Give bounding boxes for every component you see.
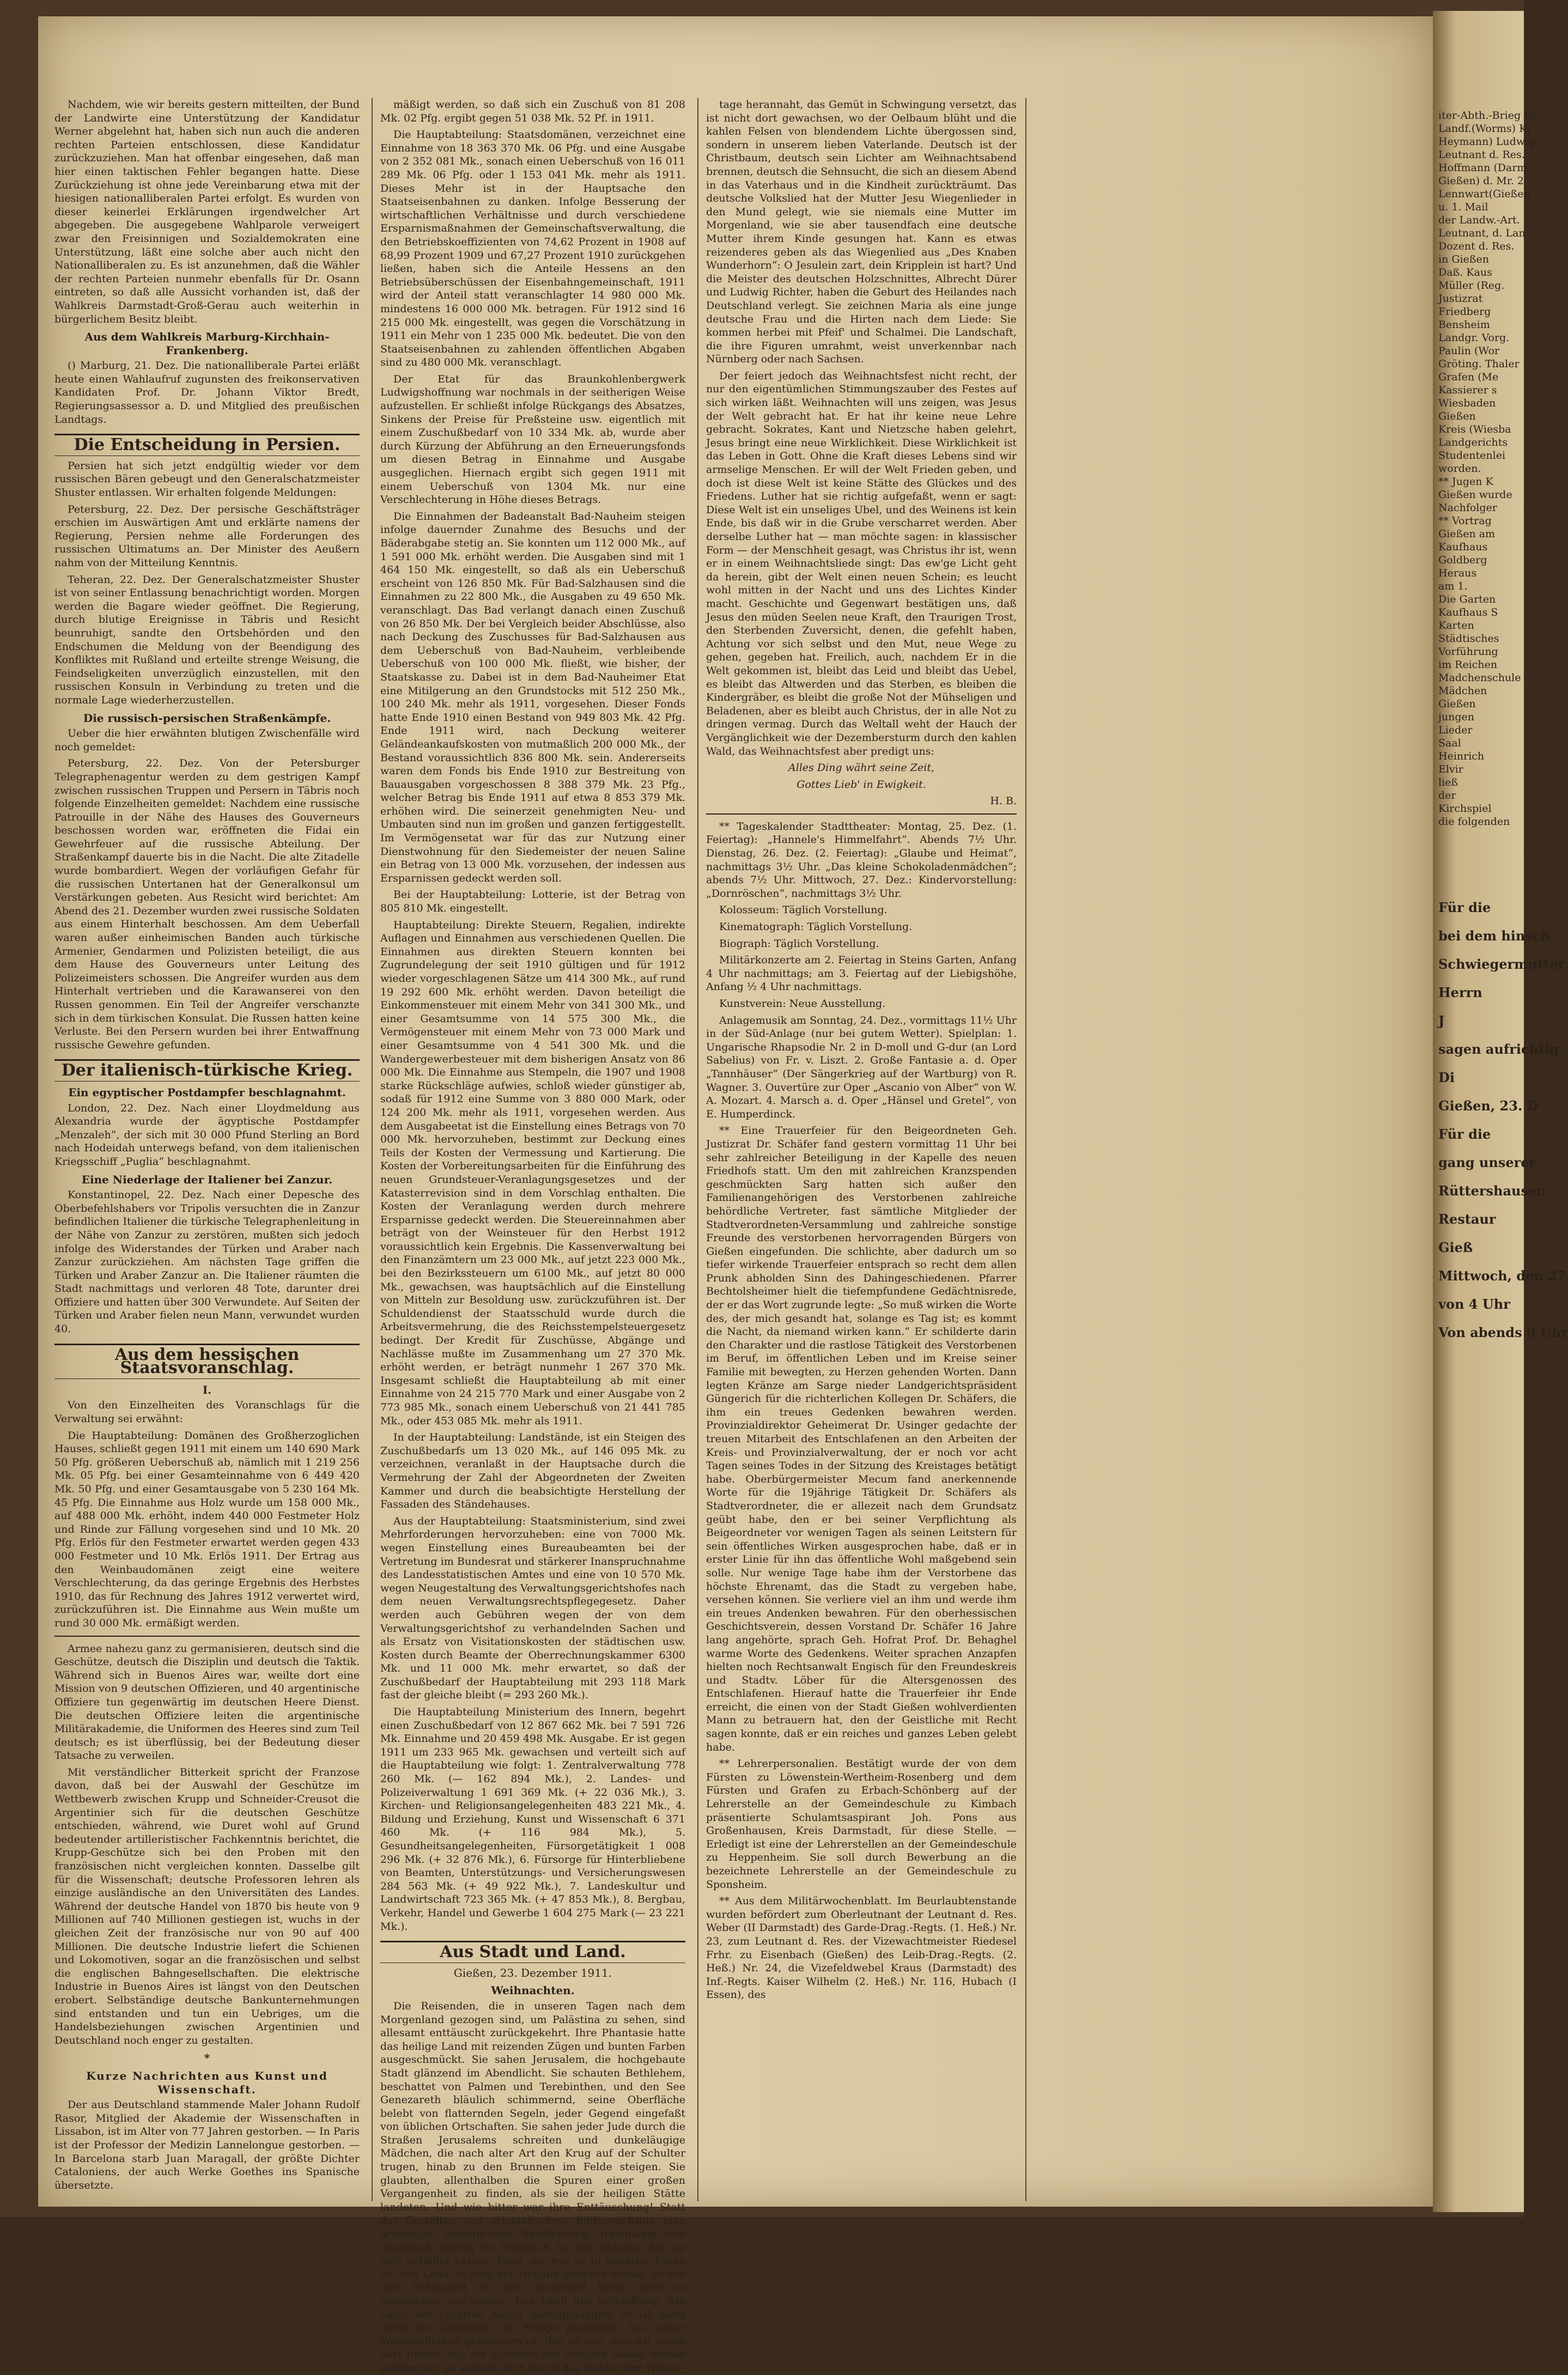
- fragment-line: am 1.: [1438, 580, 1468, 592]
- fragment-line: Gießen wurde: [1438, 489, 1512, 501]
- fragment-ad-line: von 4 Uhr: [1438, 1296, 1510, 1312]
- fragment-line: Gießen) d. Mr. 2: [1438, 175, 1524, 187]
- fragment-line: Lennwart(Gießen: [1438, 188, 1530, 200]
- poem-line: Alles Ding währt seine Zeit,: [788, 762, 935, 774]
- article-paragraph: Persien hat sich jetzt endgültig wieder vor dem russischen Bären gebeugt und den Generalschatzmeister Shuster entlassen. Wir erhalten folgende Meldungen:: [54, 459, 360, 499]
- fragment-line: Justizrat: [1438, 293, 1483, 305]
- fragment-line: Kaufhaus S: [1438, 606, 1498, 618]
- article-paragraph: ** Lehrerpersonalien. Bestätigt wurde der von dem Fürsten zu Löwenstein-Wertheim-Rosenberg und dem Fürsten und Grafen zu Erbach-Schönberg auf der Lehrerstelle an der Gemeindeschule zu Kimbach präsentierte Schulamtsaspirant Joh. Pons aus Großenhausen, Kreis Darmstadt, für diese Stelle. — Erledigt ist eine der Lehrerstellen an der Gemeindeschule zu Heppenheim. Sie soll durch Bewerbung an die bezeichnete Lehrerstelle an der Gemeindeschule zu Sponsheim.: [706, 1758, 1017, 1891]
- calendar-paragraph: Kunstverein: Neue Ausstellung.: [719, 998, 886, 1010]
- fragment-ad-line: Von abends 9 Uhr: [1438, 1325, 1568, 1340]
- headline-local: Aus Stadt und Land.: [380, 1941, 685, 1963]
- article-paragraph: Konstantinopel, 22. Dez. Nach einer Depesche des Oberbefehlshabers vor Tripolis versuchten die in Zanzur befindlichen Italiener die türkische Telegraphenleitung in der Nähe von Zanzur zu zerstören, mußten sich jedoch infolge des Widerstandes der Türken und Araber nach Zanzur zurückziehen. Am nächsten Tage griffen die Türken und Araber Zanzur an. Die Italiener räumten die Stadt nachmittags und verloren 48 Tote, darunter drei Offiziere und hatten über 300 Verwundete. Auf Seiten der Türken und Araber fielen neun Mann, verwundet wurden 40.: [54, 1189, 360, 1335]
- calendar-paragraph: Kinematograph: Täglich Vorstellung.: [719, 921, 913, 933]
- fragment-line: Leutnant, d. Lan: [1438, 227, 1526, 239]
- asterisk-separator: *: [204, 2051, 210, 2065]
- article-paragraph: ** Eine Trauerfeier für den Beigeordneten Geh. Justizrat Dr. Schäfer fand gestern vormittag 11 Uhr bei sehr zahlreicher Beteiligung in der Kapelle des neuen Friedhofs statt. Um den mit zahlreichen Kranzspenden geschmückten Sarg hatten sich außer den Familienangehörigen des Verstorbenen zahlreiche behördliche Vertreter, fast sämtliche Mitglieder der Stadtverordneten-Versammlung und zahlreiche sonstige Freunde des verstorbenen hervorragenden Bürgers von Gießen eingefunden. Die schlichte, aber dadurch um so tiefer wirkende Trauerfeier entsprach so recht dem allen Prunk abholden Sinn des Dahingeschiedenen. Pfarrer Bechtolsheimer hielt die tiefempfundene Gedächtnisrede, der er das Wort zugrunde legte: „So muß wirken die Worte des, der mich gesandt hat, solange es Tag ist; es kommt die Nacht, da niemand wirken kann.“ Er schilderte darin den Charakter und die rastlose Tätigkeit des Verstorbenen im Beruf, im öffentlichen Leben und im Kreise seiner Familie mit bewegten, zu Herzen gehenden Worten. Dann legten Kränze am Sarge nieder Landgerichtspräsident Güngerich für die richterlichen Kollegen Dr. Schäfers, die ihm ein treues Gedenken bewahren werden. Provinzialdirektor Geheimerat Dr. Usinger gedachte der treuen Mitarbeit des Entschlafenen an den Arbeiten der Kreis- und Provinzialverwaltung, der er noch vor acht Tagen seines Todes in der Sitzung des Kreistages betätigt habe. Oberbürgermeister Mecum fand anerkennende Worte für die 19jährige Tätigkeit Dr. Schäfers als Stadtverordneter, die er allezeit nach dem Grundsatz geübt habe, den er bei seiner Verpflichtung als Beigeordneter vor wenigen Tagen als seinen Leitstern für sein öffentliches Wirken ausgesprochen habe, daß er in erster Linie für ihn das öffentliche Wohl maßgebend sein solle. Nur wenige Tage habe ihm der Verstorbene das höchste Ehrenamt, das die Stadt zu vergeben habe, versehen können. Sie verliere viel an ihm und werde ihm ein treues Andenken bewahren. Für den oberhessischen Geschichtsverein, dessen Vorstand Dr. Schäfer 16 Jahre lang angehörte, sprach Geh. Hofrat Prof. Dr. Behaghel warme Worte des Gedenkens. Weiter sprachen Anzapfen hielten noch Rechtsanwalt Engisch für den Freundeskreis und Stadtv. Löber für die Altersgenossen des Entschlafenen. Hierauf hatte die Trauerfeier ihr Ende erreicht, die einen von der Stadt Gießen wohlverdienten Mann zu betrauern hat, den der Geistliche mit Recht sagen konnte, daß er ein reiches und ganzes Leben gelebt habe.: [706, 1125, 1017, 1753]
- fragment-ad-line: sagen aufrichtig: [1438, 1041, 1559, 1057]
- article-paragraph: Der feiert jedoch das Weihnachtsfest nicht recht, der nur den eigentümlichen Stimmungszauber des Festes auf sich wirken läßt. Weihnachten will uns zeigen, was Jesus der Welt gebracht hat. Er hat ihr keine neue Lehre gebracht. Sokrates, Kant und Nietzsche haben gelehrt, Jesus bringt eine neue Wirklichkeit. Diese Wirklichkeit ist das Leben in Gott. Ohne die Kraft dieses Lebens sind wir armselige Menschen. Er will der Welt Frieden geben, und doch ist diese Welt ist keine Stätte des Glückes und des Friedens. Luther hat sie richtig aufgefaßt, wenn er sagt: Diese Welt ist ein unseliges Ubel, und des Weinens ist kein Ende, bis daß wir in die Grube verscharret werden. Aber derselbe Luther hat — man möchte sagen: in klassischer Form — der Menschheit gesagt, was Christus ihr ist, wenn er in einem Weihnachtsliede singt: Das ew'ge Licht geht da herein, gibt der Welt einen neuen Schein; es leucht wohl mitten in der Nacht und uns des Lichtes Kinder macht. Geschichte und Gegenwart bestätigen uns, daß Jesus den müden Seelen neue Kraft, den Traurigen Trost, den Sterbenden Zuversicht, denen, die gefehlt haben, Achtung vor sich selbst und den Mut, neue Wege zu gehen, gegeben hat. Freilich, auch, nachdem Er in die Welt gekommen ist, bleibt das Leid und bleibt das Uebel, es bleibt das Altwerden und das Sterben, es bleiben die Kindergräber, es bleibt die große Not der Mühseligen und Beladenen, aber es bleibt auch Christus, der in alle Not zu dringen vermag. Durch das Weltall weht der Hauch der Vergänglichkeit wie der Dezembersturm durch den kahlen Wald, das Weihnachtsfest aber predigt uns:: [706, 369, 1017, 757]
- fragment-line: Friedberg: [1438, 306, 1491, 318]
- fragment-line: ** Jugen K: [1438, 476, 1493, 488]
- fragment-line: Heymann) Ludwig: [1438, 136, 1535, 148]
- subheading: Kurze Nachrichten aus Kunst und Wissenschaft.: [86, 2069, 328, 2096]
- column-3: [706, 98, 1017, 2201]
- column-separator: [697, 98, 698, 2201]
- fragment-line: Dozent d. Res.: [1438, 240, 1515, 252]
- calendar-paragraph: Kolosseum: Täglich Vorstellung.: [719, 904, 888, 916]
- fragment-line: Leutnant d. Res.: [1438, 149, 1525, 161]
- newspaper-page: [38, 16, 1433, 2374]
- fragment-ad-line: Für die: [1438, 1126, 1491, 1142]
- article-paragraph: Die Hauptabteilung Ministerium des Innern, begehrt einen Zuschußbedarf von 12 867 662 Mk. bei 7 591 726 Mk. Einnahme und 20 459 498 Mk. Ausgabe. Er ist gegen 1911 um 233 965 Mk. gewachsen und verteilt sich auf die Hauptabteilung wie folgt: 1. Zentralverwaltung 778 260 Mk. (— 162 894 Mk.), 2. Landes- und Polizeiverwaltung 1 691 369 Mk. (+ 22 036 Mk.), 3. Kirchen- und Religionsangelegenheiten 483 221 Mk., 4. Bildung und Erziehung, Kunst und Wissenschaft 6 371 460 Mk. (+ 116 984 Mk.), 5. Gesundheitsangelegenheiten, Fürsorgetätigkeit 1 008 296 Mk. (+ 32 876 Mk.), 6. Fürsorge für Hinterbliebene von Beamten, Unterstützungs- und Versicherungswesen 284 563 Mk. (+ 49 922 Mk.), 7. Landeskultur und Landwirtschaft 723 365 Mk. (+ 47 853 Mk.), 8. Bergbau, Verkehr, Handel und Gewerbe 1 604 275 Mark (— 23 221 Mk.).: [380, 1706, 685, 1933]
- fragment-line: im Reichen: [1438, 659, 1498, 671]
- column-separator: [372, 98, 373, 2201]
- fragment-ad-line: Gieß: [1438, 1240, 1473, 1255]
- article-paragraph: In der Hauptabteilung: Landstände, ist ein Steigen des Zuschußbedarfs um 13 020 Mk., auf 146 095 Mk. zu verzeichnen, veranlaßt in der Hauptsache durch die Vermehrung der Zahl der Abgeordneten der Zweiten Kammer und durch die beabsichtigte Herstellung der Fassaden des Ständehauses.: [380, 1431, 685, 1511]
- adjacent-page-fragment: [1433, 11, 1568, 2212]
- fragment-line: Heraus: [1438, 567, 1477, 579]
- fragment-line: Kaufhaus: [1438, 541, 1488, 553]
- fragment-line: Die Garten: [1438, 593, 1496, 605]
- headline-persia: Die Entscheidung in Persien.: [54, 434, 360, 456]
- fragment-line: die folgenden: [1438, 816, 1510, 828]
- subheading: Ein egyptischer Postdampfer beschlagnahmt.: [68, 1085, 346, 1099]
- article-paragraph: Ueber die hier erwähnten blutigen Zwischenfälle wird noch gemeldet:: [54, 727, 360, 753]
- fragment-gap: [1438, 828, 1520, 894]
- article-paragraph: tage herannaht, das Gemüt in Schwingung versetzt, das ist nicht dort gewachsen, wo der Oelbaum blüht und die kahlen Felsen von blendendem Lichte übergossen sind, sondern in unserem lieben Vaterlande. Deutsch ist der Christbaum, deutsch sein Lichter am Weihnachtsabend brennen, deutsch die Sehnsucht, die sich an diesem Abend in das Vaterhaus und in die Kindheit zurückträumt. Das deutsche Volkslied hat der Mutter Jesu Wiegenlieder in den Mund gelegt, wie sie niemals eine Mutter im Morgenland, wie sie aber tausendfach eine deutsche Mutter ihrem Kinde gesungen hat. Kann es etwas reizenderes geben als das Wiegenlied aus „Des Knaben Wunderhorn“: O Jesulein zart, dein Kripplein ist hart? Und die Meister des deutschen Holzschnittes, Albrecht Dürer und Ludwig Richter, haben die Geburt des Heilandes nach Deutschland verlegt. Sie zeichnen Maria als eine junge deutsche Frau und die Hirten nach dem Liede: Sie kommen herbei mit Pfeif' und Schalmei. Die Landschaft, die ihre Figuren umrahmt, weist unverkennbar nach Nürnberg oder nach Sachsen.: [706, 99, 1017, 366]
- divider: [54, 1636, 360, 1637]
- calendar-paragraph: Militärkonzerte am 2. Feiertag in Steins Garten, Anfang 4 Uhr nachmittags; am 3. Feiertag auf der Liebigshöhe, Anfang ½ 4 Uhr nachmittags.: [706, 954, 1017, 993]
- article-paragraph: London, 22. Dez. Nach einer Lloydmeldung aus Alexandria wurde der ägyptische Postdampfer „Menzaleh“, der sich mit 30 000 Pfund Sterling an Bord nach Hodeidah unterwegs befand, von dem italienischen Kriegsschiff „Puglia“ beschlagnahmt.: [54, 1102, 360, 1168]
- fragment-line: Hoffmann (Darm: [1438, 162, 1527, 174]
- article-paragraph: Der aus Deutschland stammende Maler Johann Rudolf Rasor, Mitglied der Akademie der Wissenschaften in Lissabon, ist im Alter von 77 Jahren gestorben. — In Paris ist der Professor der Medizin Lannelongue gestorben. — In Barcelona starb Juan Maragall, der größte Dichter Cataloniens, der auch Werke Goethes ins Spanische übersetzte.: [54, 2099, 360, 2191]
- article-paragraph: Nachdem, wie wir bereits gestern mitteilten, der Bund der Landwirte eine Unterstützung der Kandidatur Werner abgelehnt hat, haben sich nun auch die anderen rechten Parteien entschlossen, diese Kandidatur zurückzuziehen. Man hat offenbar eingesehen, daß man hier einen taktischen Fehler begangen hatte. Diese Zurückziehung ist ohne jede Vereinbarung etwa mit der hiesigen nationalliberalen Partei erfolgt. Es wurden von dieser keinerlei Erklärungen irgendwelcher Art abgegeben. Die ausgegebene Wahlparole verweigert zwar den Freisinnigen und Sozialdemokraten eine Unterstützung, läßt eine solche aber auch nicht den Nationalliberalen zu. Es ist anzunehmen, daß die Wähler der rechten Parteien nunmehr ebenfalls für Dr. Osann eintreten, so daß alle Aussicht vorhanden ist, daß der Wahlkreis Darmstadt-Groß-Gerau auch weiterhin in bürgerlichem Besitz bleibt.: [54, 99, 360, 325]
- fragment-line: Wiesbaden: [1438, 397, 1496, 409]
- fragment-line: der Landw.-Art.: [1438, 214, 1520, 226]
- calendar-paragraph: ** Tageskalender Stadttheater: Montag, 25. Dez. (1. Feiertag): „Hannele's Himmelfahrt“. Abends 7½ Uhr. Dienstag, 26. Dez. (2. Feiertag): „Glaube und Heimat“, nachmittags 3½ Uhr. „Das kleine Schokoladenmädchen“; abends 7½ Uhr. Mittwoch, 27. Dez.: Kindervorstellung: „Dornröschen“, nachmittags 3½ Uhr.: [706, 820, 1017, 900]
- fragment-line: Goldberg: [1438, 554, 1487, 566]
- fragment-ad-line: gang unserer: [1438, 1155, 1536, 1170]
- section-number: I.: [202, 1383, 212, 1396]
- column-2: [380, 98, 686, 2374]
- article-paragraph: Die Hauptabteilung: Staatsdomänen, verzeichnet eine Einnahme von 18 363 370 Mk. 06 Pfg. und eine Ausgabe von 2 352 081 Mk., sonach einen Ueberschuß von 16 011 289 Mk. 06 Pfg. oder 1 153 041 Mk. mehr als 1911. Dieses Mehr ist in der Hauptsache den Staatseisenbahnen zu danken. Infolge Besserung der wirtschaftlichen Verhältnisse und durch verschiedene Ersparnismaßnahmen der Gemeinschaftsverwaltung, die den Betriebskoeffizienten von 74,62 Prozent in 1908 auf 68,99 Prozent 1909 und 67,27 Prozent 1910 zurückgehen ließen, haben sich die Anteile Hessens an den Betriebsüberschüssen der Eisenbahngemeinschaft, 1911 wird der Anteil statt veranschlagter 14 980 000 Mk. mindestens 16 000 000 Mk. betragen. Für 1912 sind 16 215 000 Mk. eingestellt, was gegen die Vorschätzung in 1911 ein Mehr von 1 235 000 Mk. bedeutet. Die von den Staatseisenbahnen zu zahlenden öffentlichen Abgaben sind zu 480 000 Mk. veranschlagt.: [380, 129, 685, 369]
- feuilleton-paragraph: Mit verständlicher Bitterkeit spricht der Franzose davon, daß bei der Auswahl der Geschütze im Wettbewerb zwischen Krupp und Schneider-Creusot die Argentinier sich für die deutschen Geschütze entschieden, während, wie Duret wohl auf Grund bedeutender artilleristischer Fachkenntnis berichtet, die Krupp-Geschütze sich bei den Proben mit den französischen nicht vergleichen konnten. Dasselbe gilt für die Wissenschaft; deutsche Professoren lehren als einzige ausländische an den Universitäten des Landes. Während der deutsche Handel von 1870 bis heute von 9 Millionen auf 740 Millionen gestiegen ist, wuchs in der gleichen Zeit der französische nur von 90 auf 400 Millionen. Die deutsche Industrie liefert die Schienen und Lokomotiven, sogar an die französischen und selbst die englischen Bahngesellschaften. Die elektrische Industrie in Buenos Aires ist längst von den Deutschen erobert. Selbständige deutsche Bankunternehmungen sind entstanden und tun ein Uebriges, um die Handelsbeziehungen zwischen Argentinien und Deutschland noch enger zu gestalten.: [54, 1766, 360, 2046]
- fragment-line: Müller (Reg.: [1438, 280, 1505, 291]
- dateline: Gießen, 23. Dezember 1911.: [453, 1966, 612, 1979]
- fragment-line: u. 1. Mail: [1438, 201, 1488, 213]
- fragment-line: Lieder: [1438, 724, 1473, 736]
- fragment-line: Gießen: [1438, 410, 1476, 422]
- fragment-ad-line: Schwiegermutter: [1438, 956, 1565, 972]
- fragment-ad-line: bei dem hinsch: [1438, 928, 1550, 944]
- subheading: Eine Niederlage der Italiener bei Zanzur.: [81, 1173, 333, 1186]
- fragment-ad-line: Herrn: [1438, 985, 1482, 1000]
- fragment-line: Heinrich: [1438, 750, 1485, 762]
- fragment-ad-line: J: [1438, 1013, 1445, 1029]
- signature: H. B.: [990, 795, 1017, 807]
- article-paragraph: mäßigt werden, so daß sich ein Zuschuß von 81 208 Mk. 02 Pfg. ergibt gegen 51 038 Mk. 52 Pf. in 1911.: [380, 99, 685, 124]
- article-paragraph: Die Hauptabteilung: Domänen des Großherzoglichen Hauses, schließt gegen 1911 mit einem um 140 690 Mark 50 Pfg. größeren Ueberschuß ab, nämlich mit 1 219 256 Mk. 05 Pfg. bei einer Gesamteinnahme von 6 449 420 Mk. 50 Pfg. und einer Gesamtausgabe von 5 230 164 Mk. 45 Pfg. Die Einnahme aus Holz wurde um 158 000 Mk., auf 488 000 Mk. erhöht, indem 440 000 Festmeter Holz und Rinde zur Fällung vorgesehen sind und 10 Mk. 20 Pfg. Erlös für den Festmeter erwartet werden gegen 433 000 Festmeter und 10 Mk. Erlös 1911. Der Ertrag aus den Weinbaudomänen zeigt eine weitere Verschlechterung, da das geringe Ergebnis des Herbstes 1910, das für Rechnung des Jahres 1912 verwertet wird, zurückzuführen ist. Die Einnahme aus Wein mußte um rund 30 000 Mk. ermäßigt werden.: [54, 1429, 360, 1629]
- page-margin: [1035, 98, 1417, 2201]
- fragment-line: Grafen (Me: [1438, 371, 1499, 383]
- article-paragraph: Aus der Hauptabteilung: Staatsministerium, sind zwei Mehrforderungen hervorzuheben: eine von 7000 Mk. wegen Einstellung eines Bureaubeamten bei der Vertretung im Bundesrat und stärkerer Inanspruchnahme des Landesstatistischen Amtes und eine von 10 570 Mk. wegen Neugestaltung des Verwaltungsgerichtshofes nach dem neuen Verwaltungsrechtspflegegesetz. Daher werden auch Gebühren wegen der von dem Verwaltungsgerichtshof zu verhandelnden Sachen und als Ersatz von Visitationskosten der städtischen usw. Kosten durch Beamte der Oberrechnungskammer 6300 Mk. und 11 000 Mk. mehr erwartet, so daß der Zuschußbedarf der Hauptabteilung mit 293 118 Mark fast der gleiche bleibt (= 293 260 Mk.).: [380, 1515, 686, 1702]
- fragment-line: Kassierer s: [1438, 384, 1497, 396]
- fragment-ad-line: Für die: [1438, 900, 1491, 915]
- fragment-line: ** Vortrag: [1438, 515, 1492, 527]
- article-paragraph: () Marburg, 21. Dez. Die nationalliberale Partei erläßt heute einen Wahlaufruf zugunsten des freikonservativen Kandidaten Prof. Dr. Johann Viktor Bredt, Regierungsassessor a. D. und Mitglied des preußischen Landtags.: [54, 360, 360, 426]
- article-paragraph: Der Etat für das Braunkohlenbergwerk Ludwigshoffnung war nochmals in der seitherigen Weise aufzustellen. Er schließt infolge Rückgangs des Absatzes, Sinkens der Preise für Preßsteine usw. eigentlich mit einem Zuschußbedarf von 10 334 Mk. ab, wurde aber durch Kürzung der Abführung an den Erneuerungsfonds um diesen Betrag in Einnahme und Ausgabe ausgeglichen. Hiernach ergibt sich gegen 1911 mit einem Ueberschuß von 1304 Mk. nur eine Verschlechterung in Höhe dieses Betrags.: [380, 373, 685, 506]
- fragment-line: Mädchen: [1438, 685, 1487, 697]
- fragment-line: in Gießen: [1438, 253, 1490, 265]
- fragment-line: Gießen am: [1438, 528, 1496, 540]
- fragment-ad-line: Mittwoch, den 27: [1438, 1268, 1566, 1284]
- fragment-line: Daß. Kaus: [1438, 266, 1492, 278]
- fragment-line: Nachfolger: [1438, 502, 1497, 514]
- fragment-line: Städtisches: [1438, 633, 1499, 645]
- column-separator: [1025, 98, 1026, 2201]
- fragment-line: Landgerichts: [1438, 436, 1508, 448]
- divider: [706, 813, 1017, 815]
- fragment-line: Kirchspiel: [1438, 803, 1492, 815]
- article-paragraph: Petersburg, 22. Dez. Der persische Geschäftsträger erschien im Auswärtigen Amt und erklärte namens der Regierung, Persien nehme alle Forderungen des russischen Ultimatums an. Der Minister des Aeußern nahm von der Mitteilung Kenntnis.: [54, 503, 360, 569]
- feuilleton-paragraph: Armee nahezu ganz zu germanisieren, deutsch sind die Geschütze, deutsch die Disziplin und deutsch die Taktik. Während sich in Buenos Aires war, weilte dort eine Mission von 9 deutschen Offizieren, und 40 argentinische Offiziere tun gegenwärtig im deutschen Heere Dienst. Die deutschen Offiziere leiten die argentinische Militärakademie, die Uniformen des Heeres sind zum Teil deutsch; es ist überflüssig, bei der Bedeutung dieser Tatsache zu verweilen.: [54, 1642, 360, 1762]
- fragment-line: Elvir: [1438, 763, 1463, 775]
- fragment-line: Madchenschule: [1438, 672, 1521, 684]
- fragment-ad-line: Di: [1438, 1070, 1455, 1085]
- subheading: Aus dem Wahlkreis Marburg-Kirchhain-Frankenberg.: [84, 330, 330, 357]
- fragment-line: Kreis (Wiesba: [1438, 423, 1511, 435]
- article-paragraph: Die Einnahmen der Badeanstalt Bad-Nauheim steigen infolge dauernder Zunahme des Besuchs und der Bäderabgabe stetig an. Sie konnten um 112 000 Mk., auf 1 591 000 Mk. erhöht werden. Die Ausgaben sind mit 1 464 150 Mk. eingestellt, so daß als ein Ueberschuß erscheint von 126 850 Mk. Für Bad-Salzhausen sind die Einnahmen zu 22 800 Mk., die Ausgaben zu 49 650 Mk. veranschlagt. Das Bad verlangt danach einen Zuschuß von 26 850 Mk. Der bei Vergleich beider Abschlüsse, also nach Deckung des Zuschusses für Bad-Salzhausen aus dem Ueberschuß von Bad-Nauheim, verbleibende Ueberschuß von 100 000 Mk. fließt, wie bisher, der Staatskasse zu. Dabei ist in dem Bad-Nauheimer Etat eine Mitilgerung an den Grundstocks mit 512 250 Mk., 100 240 Mk. mehr als 1911, vorgesehen. Dieser Fonds hatte Ende 1910 einen Bestand von 949 803 Mk. 42 Pfg. Ende 1911 wird, nach Deckung weiterer Geländeankaufskosten von mutmaßlich 200 000 Mk., der Bestand voraussichtlich 836 800 Mk. sein. Andererseits waren dem Fonds bis Ende 1910 zur Bestreitung von Bauausgaben vorgeschossen 8 388 379 Mk. 23 Pfg., welcher Betrag bis Ende 1911 auf etwa 8 853 379 Mk. erhöhen wird. Die seinerzeit genehmigten Neu- und Umbauten sind nun im großen und ganzen fertiggestellt. Im Vermögensetat war für das zur Nutzung einer Dienstwohnung für den Siedemeister der neuen Saline ein Betrag von 13 000 Mk. vorzusehen, der indessen aus Ersparnissen gedeckt werden soll.: [380, 510, 685, 884]
- fragment-line: worden.: [1438, 463, 1481, 475]
- fragment-line: Paulin (Wor: [1438, 345, 1500, 357]
- fragment-ad-line: Rüttershausen: [1438, 1183, 1546, 1199]
- poem-line: Gottes Lieb' in Ewigkeit.: [797, 778, 926, 791]
- fragment-text: [1433, 11, 1568, 1347]
- article-paragraph: ** Aus dem Militärwochenblatt. Im Beurlaubtenstande wurden befördert zum Oberleutnant der Leutnant d. Res. Weber (II Darmstadt) des Garde-Drag.-Regts. (1. Heß.) Nr. 23, zum Leutnant d. Res. der Vizewachtmeister Riedesel Frhr. zu Eisenbach (Gießen) des Leib-Drag.-Regts. (2. Heß.) Nr. 24, die Vizefeldwebel Kraus (Darmstadt) des Inf.-Regts. Kaiser Wilhelm (2. Heß.) Nr. 116, Hubach (I Essen), des: [706, 1895, 1017, 2001]
- fragment-line: ließ: [1438, 776, 1458, 788]
- fragment-line: der: [1438, 789, 1456, 801]
- article-paragraph: Petersburg, 22. Dez. Von der Petersburger Telegraphenagentur werden zu dem gestrigen Kampf zwischen russischen Truppen und Persern in Täbris noch folgende Einzelheiten gemeldet: Nachdem eine russische Patrouille in der Nähe des Hauses des Gouverneurs beschossen worden war, eröffneten die Fidai ein Gewehrfeuer auf die russische Abteilung. Der Straßenkampf dauerte bis in die Nacht. Die alte Zitadelle wurde bombardiert. Wegen der vorläufigen Gefahr für die russischen Untertanen hat der Generalkonsul um Verstärkungen gebeten. Aus Resicht wird berichtet: Am Abend des 21. Dezember wurden zwei russische Soldaten aus einem Hinterhalt beschossen. Am dem Ueberfall waren außer einheimischen Banden auch türkische Armenier, Gendarmen und Polizisten beteiligt, die aus dem Hause des Gouverneurs unter Leitung des Polizeimeisters schossen. Die Angreifer wurden aus dem Hinterhalt vertrieben und die Karawanserei von den Russen genommen. Ein Teil der Angreifer verschanzte sich in dem türkischen Konsulat. Die Russen hatten keine Verluste. Bei den Persern wurden bei ihrer Entwaffnung russische Gewehre gefunden.: [54, 757, 360, 1051]
- headline-italy: Der italienisch-türkische Krieg.: [54, 1059, 360, 1082]
- fragment-line: iter-Abth.-Brieg Bs: [1438, 110, 1537, 122]
- fragment-line: Bensheim: [1438, 319, 1490, 331]
- subheading: Die russisch-persischen Straßenkämpfe.: [83, 711, 331, 725]
- fragment-line: Studentenlei: [1438, 450, 1506, 461]
- fragment-line: Vorführung: [1438, 646, 1498, 658]
- subheading: Weihnachten.: [491, 1984, 575, 1997]
- article-paragraph: Die Reisenden, die in unseren Tagen nach dem Morgenland gezogen sind, um Palästina zu sehen, sind allesamt enttäuscht zurückgekehrt. Ihre Phantasie hatte das heilige Land mit reizenden Zügen und bunten Farben ausgeschmückt. Sie sahen Jerusalem, die hochgebaute Stadt glänzend im Abendlicht. Sie schauten Bethlehem, beschattet von Palmen und Terebinthen, und den See Genezareth bläulich schimmernd, seine Oberfläche belebt von flatternden Segeln, jeder Gegend eingefaßt von üblichen Ortschaften. Sie sahen jeder Jude durch die Straßen Jerusalems schreiten und dunkeläugige Mädchen, die nach alter Art den Krug auf der Schulter trugen, hinab zu den Brunnen im Felde steigen. Sie glaubten, allenthalben die Spuren einer großen Vergangenheit zu finden, als sie der heiligen Stätte landeten. Und wie bitter war ihre Enttäuschung! Statt der Gestalten aus orientalischem Bilderreichtum eine armselige, verwahrloste Bevölkerung, fremdartig und unendlich dürftig im Vergleich zu den Idealen, die sie sich gebildet hatten. Nein, so, wie es in unseren Tagen ist, das Land, in dem der Heiland geboren wurde, so wie ihre Sehnsucht es sich ausgemalt hatte, wird es niemandem erscheinen. Das Land der Verheißung, das Land, wo Jungfrau Maria dahingegangen, es ist nicht mehr. Im Gegenteil, die Krippe gestanden hat, unser Weihnachtsfest gekommen ist, das ist nun, was wir heute dort finden, nur ein Schatten der heiligen Abend wieder vorüber ist, so schließt sich durch das Dunkel der Winter-: [380, 2000, 685, 2374]
- article-paragraph: Hauptabteilung: Direkte Steuern, Regalien, indirekte Auflagen und Einnahmen aus verschiedenen Quellen. Die Einnahmen aus direkten Steuern konnten bei Zugrundelegung der seit 1910 gültigen und für 1912 wieder vorgeschlagenen Sätze um 414 300 Mk., auf rund 19 292 600 Mk. erhöht werden. Davon beteiligt die Einkommensteuer mit einem Mehr von 341 300 Mk., und einer Gesamtsumme von 14 575 300 Mk., die Vermögensteuer mit einem Mehr von 73 000 Mark und einer Gesamtsumme von 4 541 300 Mk. und die Wandergewerbesteuer mit dem bisherigen Ansatz von 86 000 Mk. Die Einnahme aus Stempeln, die 1907 und 1908 starke Rückschläge aufwies, schloß wieder günstiger ab, sodaß für 1912 eine Summe von 3 880 000 Mark, oder 124 200 Mk. mehr als 1911, vorgesehen werden. Aus dem Ausgabeetat ist die Einstellung eines Betrags von 70 000 Mk. hervorzuheben, bestimmt zur Deckung eines Teils der Kosten der Vermessung und Kartierung. Die Kosten der Vorbereitungsarbeiten für die Einführung des neuen Grundsteuer-Veranlagungsgesetzes und der Katasterrevision sind in dem Vorschlag enthalten. Die Kosten der Veranlagung werden durch mehrere Ersparnisse gedeckt werden. Die Steuereinnahmen aber beträgt von der Weinsteuer für den Herbst 1912 voraussichtlich kein Ergebnis. Die Kassenverwaltung bei den Finanzämtern um 23 000 Mk., auf jetzt 223 000 Mk., bei den Bezirkssteuern um 6100 Mk., auf jetzt 80 000 Mk., gewachsen, was hauptsächlich auf die Einstellung von Mitteln zur Besoldung usw. zurückzuführen ist. Der Schuldendienst der Staatsschuld wurde durch die Arbeitsvermehrung, die des Reichsstempelsteuergesetz bedingt. Der Kredit für Zuschüsse, Abgänge und Nachlässe mußte im Zusammenhang um 27 370 Mk. erhöht werden, er beträgt nunmehr 1 267 370 Mk. Insgesamt schließt die Hauptabteilung ab mit einer Einnahme von 24 215 770 Mark und einer Ausgabe von 2 773 985 Mk., sonach einem Ueberschuß von 21 441 785 Mk., oder 453 085 Mk. mehr als 1911.: [380, 919, 685, 1427]
- article-paragraph: Von den Einzelheiten des Voranschlags für die Verwaltung sei erwähnt:: [54, 1399, 360, 1425]
- fragment-line: Gießen: [1438, 698, 1476, 710]
- fragment-line: Karten: [1438, 619, 1474, 631]
- fragment-ad-line: Restaur: [1438, 1211, 1496, 1227]
- calendar-paragraph: Anlagemusik am Sonntag, 24. Dez., vormittags 11½ Uhr in der Süd-Anlage (nur bei gutem Wetter). Spielplan: 1. Ungarische Rhapsodie Nr. 2 in D-moll und G-dur (an Lord Sabelius) von Fr. v. Liszt. 2. Große Fantasie a. d. Oper „Tannhäuser“ (Der Sängerkrieg auf der Wartburg) von R. Wagner. 3. Ouvertüre zur Oper „Ascanio von Alber“ von W. A. Mozart. 4. Marsch a. d. Oper „Hänsel und Gretel“, von E. Humperdinck.: [706, 1014, 1017, 1120]
- article-paragraph: Bei der Hauptabteilung: Lotterie, ist der Betrag von 805 810 Mk. eingestellt.: [380, 889, 685, 915]
- fragment-line: jungen: [1438, 711, 1475, 723]
- fragment-line: Landgr. Vorg.: [1438, 332, 1510, 344]
- headline-hesse: Aus dem hessischen Staatsvoranschlag.: [54, 1344, 360, 1379]
- fragment-line: Landf.(Worms) Kl: [1438, 123, 1530, 135]
- article-paragraph: Teheran, 22. Dez. Der Generalschatzmeister Shuster ist von seiner Entlassung benachrichtigt worden. Morgen werden die Bagare wieder geöffnet. Die Regierung, durch blutige Ereignisse in Täbris und Resicht beunruhigt, sandte den Ortsbehörden und den Endschumen die Meldung von der Beendigung des Konfliktes mit Rußland und erteilte strenge Weisung, die Feindseligkeiten unverzüglich einzustellen, mit den russischen Konsuln in Verbindung zu treten und die normale Lage wiederherzustellen.: [54, 573, 360, 706]
- fragment-line: Saal: [1438, 737, 1461, 749]
- column-1: [54, 98, 360, 2201]
- calendar-paragraph: Biograph: Täglich Vorstellung.: [719, 937, 879, 950]
- fragment-ad-line: Gießen, 23. D: [1438, 1098, 1539, 1114]
- fragment-line: Gröting. Thaler: [1438, 358, 1520, 370]
